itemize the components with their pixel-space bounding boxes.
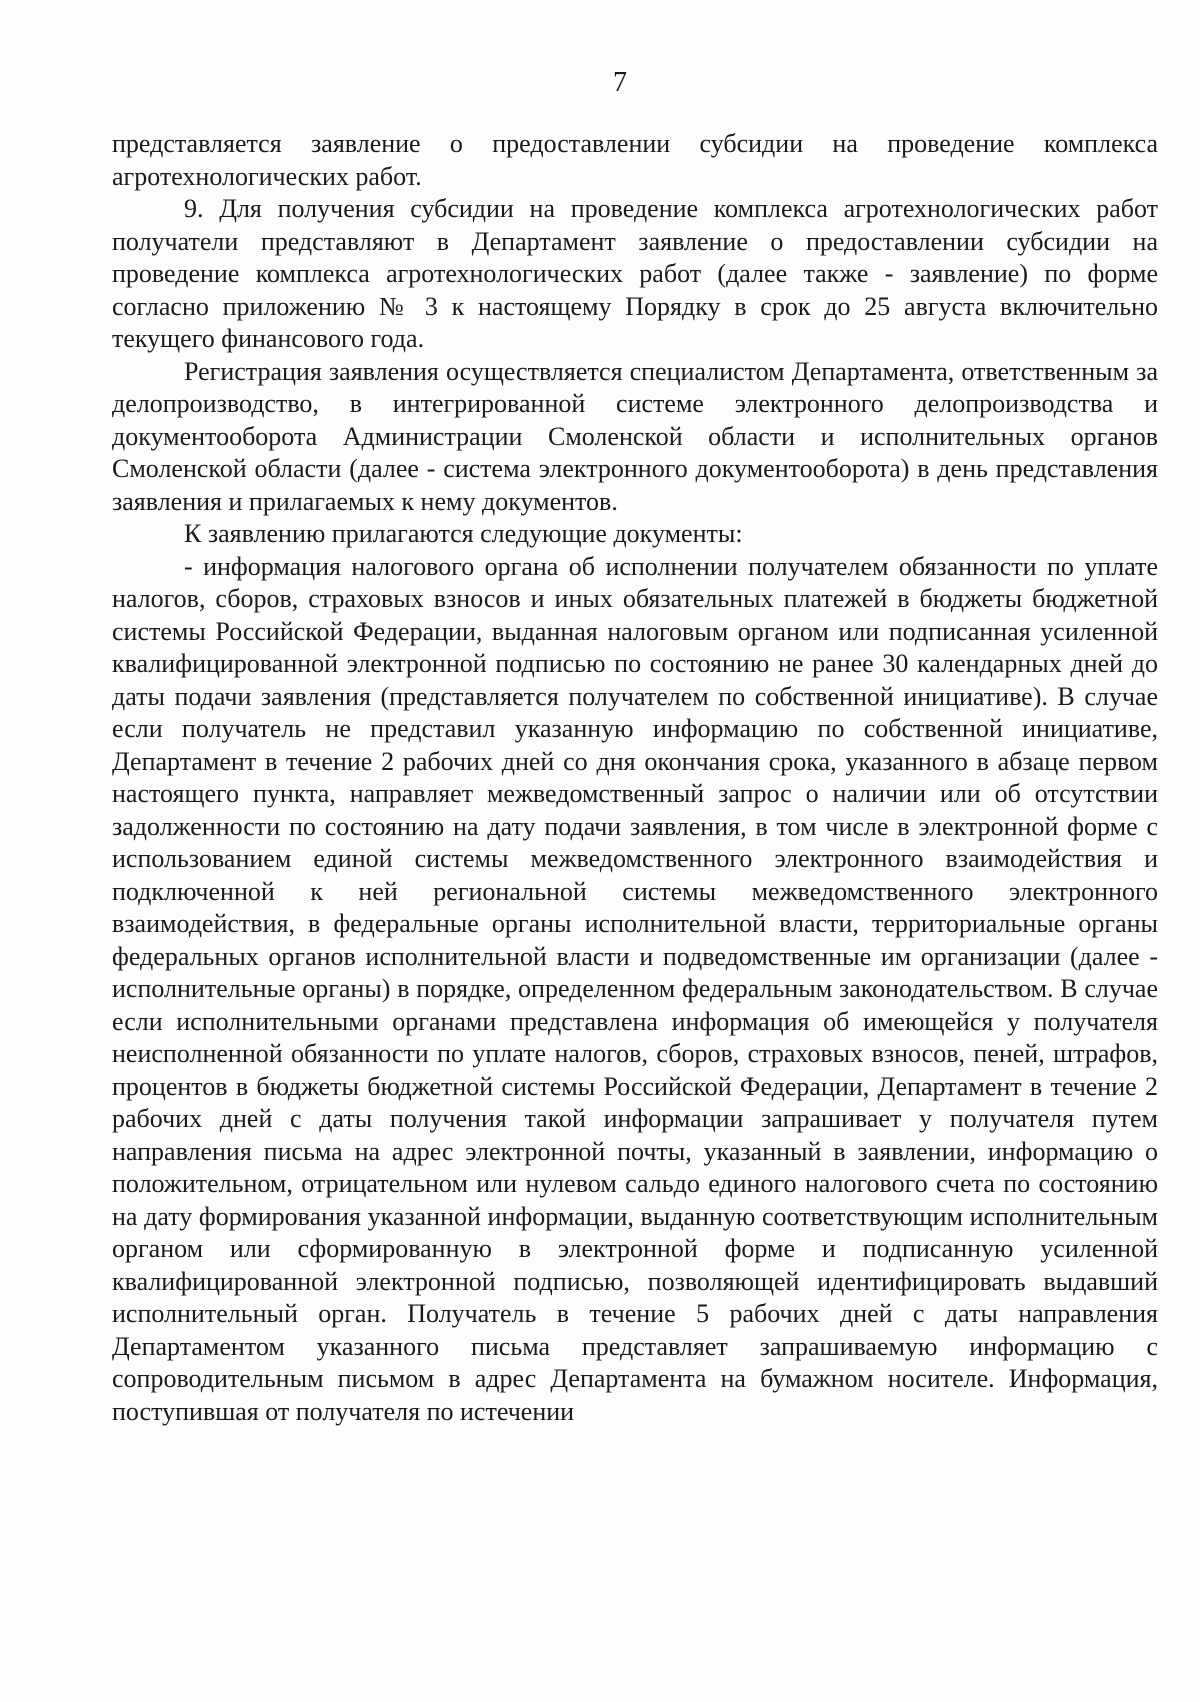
paragraph-registration: Регистрация заявления осуществляется специалистом Департамента, ответственным за делопроизводство, в интегрированной системе электронного делопроизводства и документооборота Администрации Смоленской области и исполнительных органов Смоленской области (далее - система электронного документооборота) в день представления заявления и прилагаемых к нему документов. (112, 356, 1158, 516)
document-body (112, 128, 1158, 1428)
paragraph-attachments-intro: К заявлению прилагаются следующие документы: (184, 519, 743, 548)
paragraph-tax-information: - информация налогового органа об исполнении получателем обязанности по уплате налогов, сборов, страховых взносов и иных обязательных платежей в бюджеты бюджетной системы Российской Федерации, выданная налоговым органом или подписанная усиленной квалифицированной электронной подписью по состоянию не ранее 30 календарных дней до даты подачи заявления (представляется получателем по собственной инициативе). В случае если получатель не представил указанную информацию по собственной инициативе, Департамент в течение 2 рабочих дней со дня окончания срока, указанного в абзаце первом настоящего пункта, направляет межведомственный запрос о наличии или об отсутствии задолженности по состоянию на дату подачи заявления, в том числе в электронной форме с использованием единой системы межведомственного электронного взаимодействия и подключенной к ней региональной системы межведомственного электронного взаимодействия, в федеральные органы исполнительной власти, территориальные органы федеральных органов исполнительной власти и подведомственные им организации (далее - исполнительные органы) в порядке, определенном федеральным законодательством. В случае если исполнительными органами представлена информация об имеющейся у получателя неисполненной обязанности по уплате налогов, сборов, страховых взносов, пеней, штрафов, процентов в бюджеты бюджетной системы Российской Федерации, Департамент в течение 2 рабочих дней с даты получения такой информации запрашивает у получателя путем направления письма на адрес электронной почты, указанный в заявлении, информацию о положительном, отрицательном или нулевом сальдо единого налогового счета по состоянию на дату формирования указанной информации, выданную соответствующим исполнительным органом или сформированную в электронной форме и подписанную усиленной квалифицированной электронной подписью, позволяющей идентифицировать выдавший исполнительный орган. Получатель в течение 5 рабочих дней с даты направления Департаментом указанного письма представляет запрашиваемую информацию с сопроводительным письмом в адрес Департамента на бумажном носителе. Информация, поступившая от получателя по истечении (112, 551, 1158, 1426)
paragraph-item-9: 9. Для получения субсидии на проведение комплекса агротехнологических работ получатели представляют в Департамент заявление о предоставлении субсидии на проведение комплекса агротехнологических работ (далее также - заявление) по форме согласно приложению № 3 к настоящему Порядку в срок до 25 августа включительно текущего финансового года. (112, 194, 1158, 353)
page-number: 7 (613, 67, 627, 98)
paragraph-continuation: представляется заявление о предоставлении субсидии на проведение комплекса агротехнологических работ. (112, 129, 1158, 191)
